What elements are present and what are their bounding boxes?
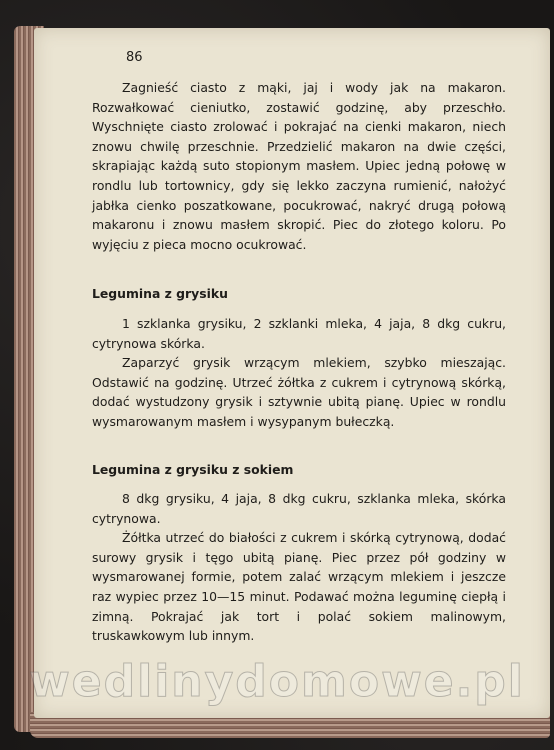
intro-paragraph: Zagnieść ciasto z mąki, jaj i wody jak na makaron. Rozwałkować cieniutko, zostawić godzinę, aby przeschło. Wyschnięte ciasto zrolować i pokrajać na cienki makaron, niech znowu chwilę przeschnie. Przedzielić makaron na dwie części, skrapiając każdą suto stopionym masłem. Upiec jedną połowę w rondlu lub tortownicy, gdy się lekko zaczyna rumienić, nałożyć jabłka cienko poszatkowane, pocukrować, nakryć drugą połową makaronu i znowu masłem skropić. Piec do złotego koloru. Po wyjęciu z pieca mocno ocukrować.	[92, 80, 506, 252]
watermark-logo: wedlinydomowe.pl	[29, 656, 525, 707]
recipe-instructions: Żółtka utrzeć do białości z cukrem i skórką cytrynową, dodać surowy grysik i tęgo ubitą pianę. Piec przez pół godziny w wysmarowanej formie, potem zalać wrzącym mlekiem i jeszcze raz wypiec przez 10—15 minut. Podawać można leguminę ciepłą i zimną. Pokrajać jak tort i polać sokiem malinowym, truskawkowym lub innym.	[92, 530, 506, 644]
recipe-instructions: Zaparzyć grysik wrzącym mlekiem, szybko mieszając. Odstawić na godzinę. Utrzeć żółtka z cukrem i cytrynową skórką, dodać wystudzony grysik i sztywnie ubitą pianę. Upiec w rondlu wysmarowanym masłem i wysypanym bułeczką.	[92, 355, 506, 429]
page-content	[92, 44, 506, 646]
recipe-title: Legumina z grysiku	[92, 286, 228, 302]
page-number: 86	[126, 50, 143, 65]
recipe-ingredients: 8 dkg grysiku, 4 jaja, 8 dkg cukru, szklanka mleka, skórka cytrynowa.	[92, 491, 506, 526]
recipe-title: Legumina z grysiku z sokiem	[92, 461, 294, 477]
recipe-ingredients: 1 szklanka grysiku, 2 szklanki mleka, 4 jaja, 8 dkg cukru, cytrynowa skórka.	[92, 315, 506, 351]
